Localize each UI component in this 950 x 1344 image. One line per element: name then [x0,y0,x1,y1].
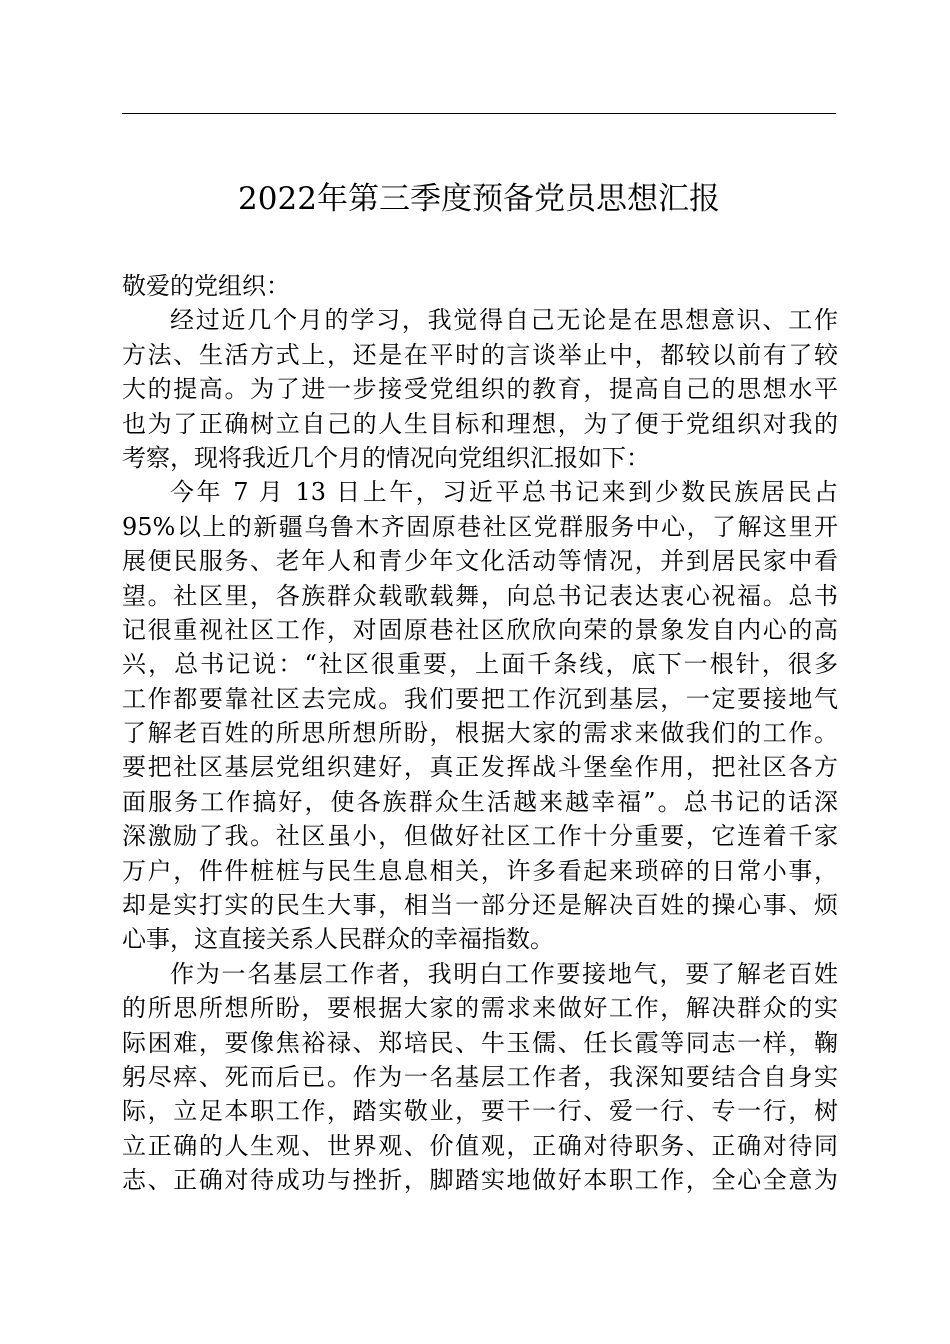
body-line: 万户，件件桩桩与民生息息相关，许多看起来琐碎的日常小事， [122,856,838,885]
body-line: 志、正确对待成功与挫折，脚踏实地做好本职工作，全心全意为 [122,1166,838,1195]
body-line: 兴，总书记说：“社区很重要，上面千条线，底下一根针，很多 [122,650,838,679]
body-line: 展便民服务、老年人和青少年文化活动等情况，并到居民家中看 [122,547,838,576]
body-line: 躬尽瘁、死而后已。作为一名基层工作者，我深知要结合自身实 [122,1062,838,1091]
body-line: 了解老百姓的所思所想所盼，根据大家的需求来做我们的工作。 [122,719,838,748]
body-line: 立正确的人生观、世界观、价值观，正确对待职务、正确对待同 [122,1131,838,1160]
body-line: 也为了正确树立自己的人生目标和理想，为了便于党组织对我的 [122,409,838,438]
body-line: 望。社区里，各族群众载歌载舞，向总书记表达衷心祝福。总书 [122,581,838,610]
body-line: 心事，这直接关系人民群众的幸福指数。 [122,925,554,954]
body-line: 的所思所想所盼，要根据大家的需求来做好工作，解决群众的实 [122,994,838,1023]
body-line: 作为一名基层工作者，我明白工作要接地气，要了解老百姓 [170,959,838,988]
body-line: 95%以上的新疆乌鲁木齐固原巷社区党群服务中心，了解这里开 [122,512,838,541]
body-line: 面服务工作搞好，使各族群众生活越来越幸福”。总书记的话深 [122,787,838,816]
body-line: 深激励了我。社区虽小，但做好社区工作十分重要，它连着千家 [122,822,838,851]
body-line: 经过近几个月的学习，我觉得自己无论是在思想意识、工作 [170,306,838,335]
body-line: 记很重视社区工作，对固原巷社区欣欣向荣的景象发自内心的高 [122,615,838,644]
body-line: 大的提高。为了进一步接受党组织的教育，提高自己的思想水平 [122,375,838,404]
document-body [122,269,838,1198]
body-line: 际困难，要像焦裕禄、郑培民、牛玉儒、任长霞等同志一样，鞠 [122,1028,838,1057]
body-line: 敬爱的党组织： [122,272,290,300]
body-line: 要把社区基层党组织建好，真正发挥战斗堡垒作用，把社区各方 [122,753,838,782]
body-line: 却是实打实的民生大事，相当一部分还是解决百姓的操心事、烦 [122,891,838,920]
body-line: 今年 7 月 13 日上午，习近平总书记来到少数民族居民占 [170,478,838,507]
body-line: 工作都要靠社区去完成。我们要把工作沉到基层，一定要接地气 [122,684,838,713]
document-title: 2022年第三季度预备党员思想汇报 [238,181,720,217]
header-rule [122,113,836,114]
body-line: 际，立足本职工作，踏实敬业，要干一行、爱一行、专一行，树 [122,1097,838,1126]
body-line: 考察，现将我近几个月的情况向党组织汇报如下： [122,443,650,472]
body-line: 方法、生活方式上，还是在平时的言谈举止中，都较以前有了较 [122,340,838,369]
